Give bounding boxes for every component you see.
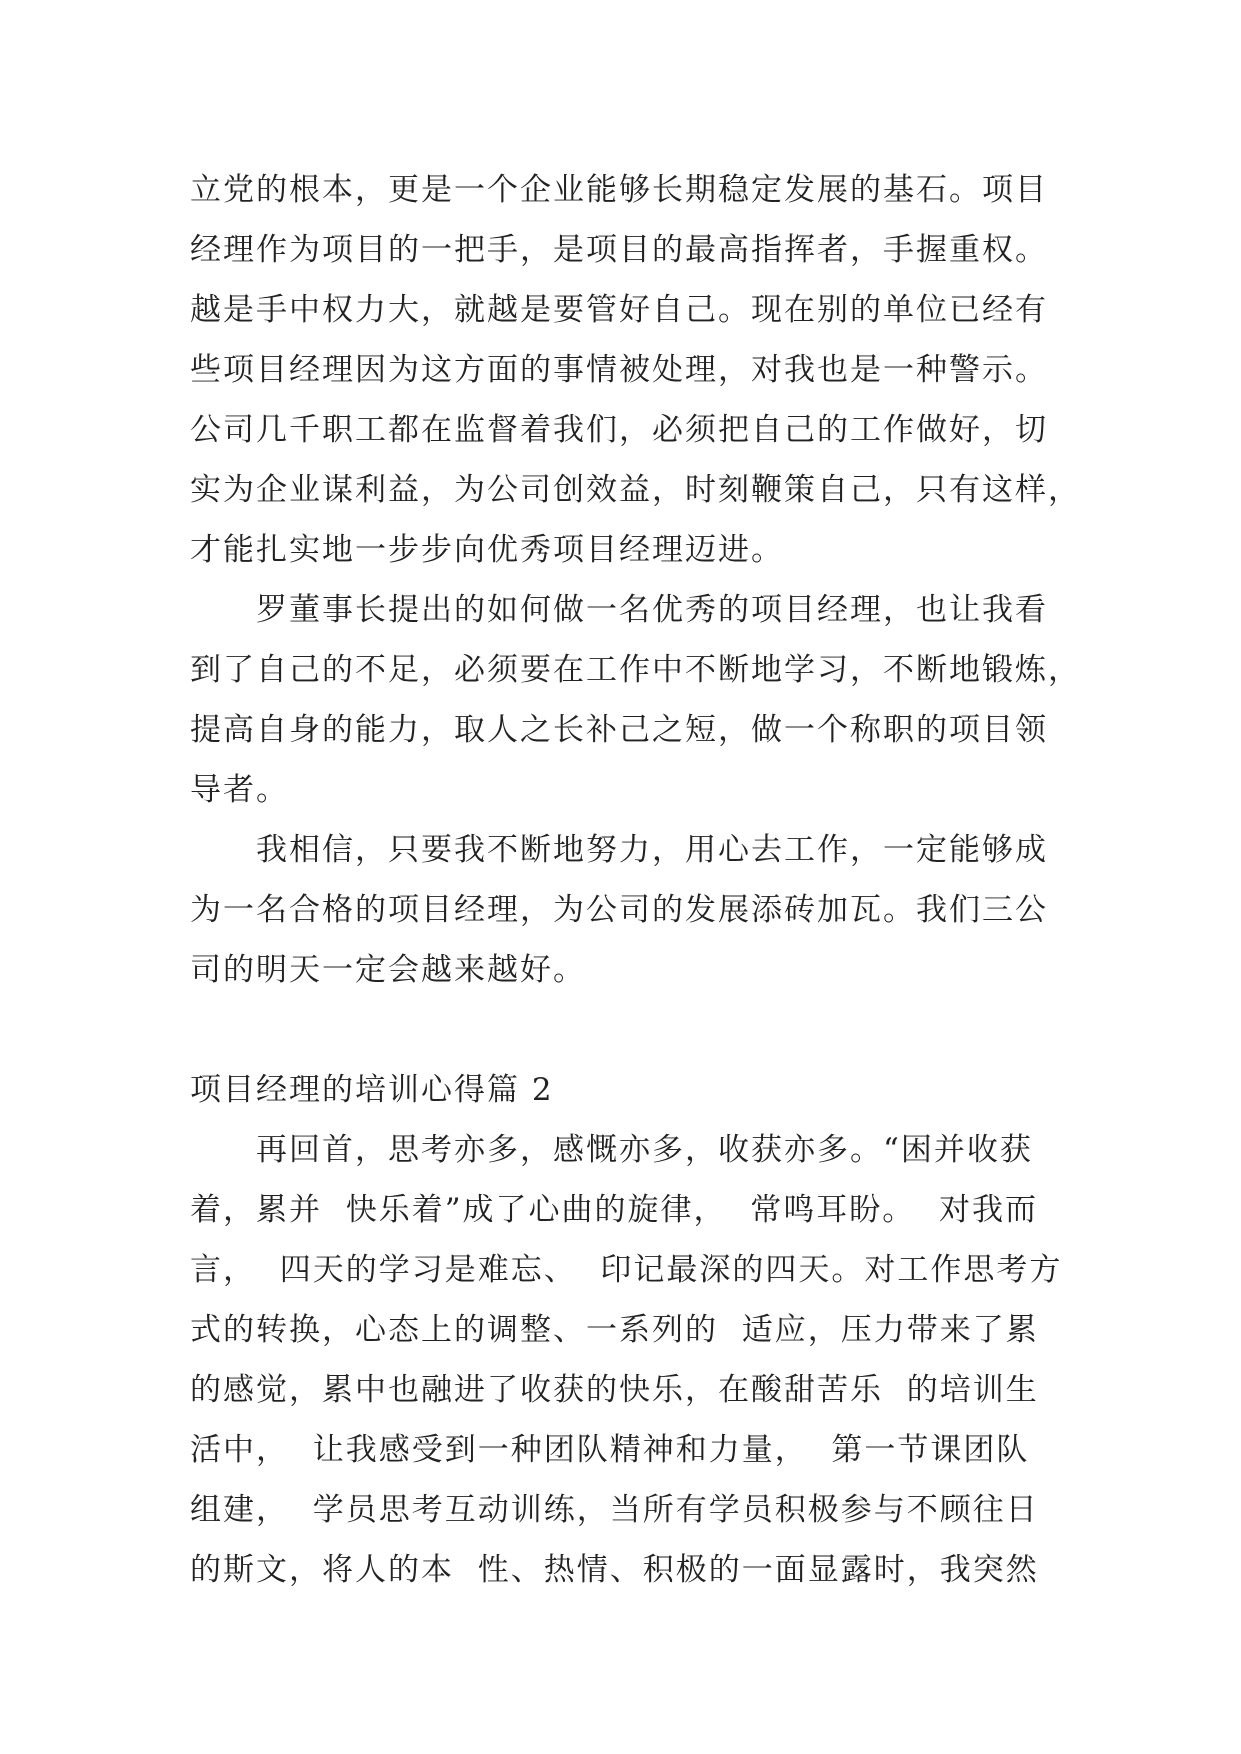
text-line: 式的转换，心态上的调整、一系列的 适应，压力带来了累 — [190, 1312, 1039, 1348]
text-line: 立党的根本，更是一个企业能够长期稳定发展的基石。项目 — [190, 172, 1048, 208]
text-line: 言， 四天的学习是难忘、 印记最深的四天。对工作思考方 — [190, 1252, 1063, 1288]
text-line: 组建， 学员思考互动训练，当所有学员积极参与不顾往日 — [190, 1492, 1039, 1528]
text-line: 经理作为项目的一把手，是项目的最高指挥者，手握重权。 — [190, 232, 1048, 268]
text-line: 实为企业谋利益，为公司创效益，时刻鞭策自己，只有这样， — [190, 472, 1081, 508]
paragraph — [190, 580, 1081, 820]
text-line: 到了自己的不足，必须要在工作中不断地学习，不断地锻炼， — [190, 652, 1081, 688]
paragraph — [190, 160, 1081, 580]
text-line: 的斯文，将人的本 性、热情、积极的一面显露时，我突然 — [190, 1552, 1039, 1588]
section-spacer — [190, 1000, 1070, 1060]
text-line: 司的明天一定会越来越好。 — [190, 952, 586, 988]
document-body — [190, 160, 1081, 1600]
text-line: 我相信，只要我不断地努力，用心去工作，一定能够成 — [190, 832, 1048, 868]
text-line: 的感觉，累中也融进了收获的快乐，在酸甜苦乐 的培训生 — [190, 1372, 1039, 1408]
paragraph — [190, 820, 1070, 1000]
text-line: 提高自身的能力，取人之长补己之短，做一个称职的项目领 — [190, 712, 1048, 748]
text-line: 些项目经理因为这方面的事情被处理，对我也是一种警示。 — [190, 352, 1048, 388]
section-heading: 项目经理的培训心得篇 2 — [190, 1072, 554, 1108]
text-line: 为一名合格的项目经理，为公司的发展添砖加瓦。我们三公 — [190, 892, 1048, 928]
text-line: 再回首，思考亦多，感慨亦多，收获亦多。“困并收获 — [190, 1132, 1033, 1168]
text-line: 着，累并 快乐着”成了心曲的旋律， 常鸣耳盼。 对我而 — [190, 1192, 1038, 1228]
text-line: 才能扎实地一步步向优秀项目经理迈进。 — [190, 532, 784, 568]
text-line: 公司几千职工都在监督着我们，必须把自己的工作做好，切 — [190, 412, 1048, 448]
paragraph — [190, 1120, 1070, 1600]
text-line: 活中， 让我感受到一种团队精神和力量， 第一节课团队 — [190, 1432, 1030, 1468]
text-line: 越是手中权力大，就越是要管好自己。现在别的单位已经有 — [190, 292, 1048, 328]
text-line: 罗董事长提出的如何做一名优秀的项目经理，也让我看 — [190, 592, 1048, 628]
text-line: 导者。 — [190, 772, 289, 808]
